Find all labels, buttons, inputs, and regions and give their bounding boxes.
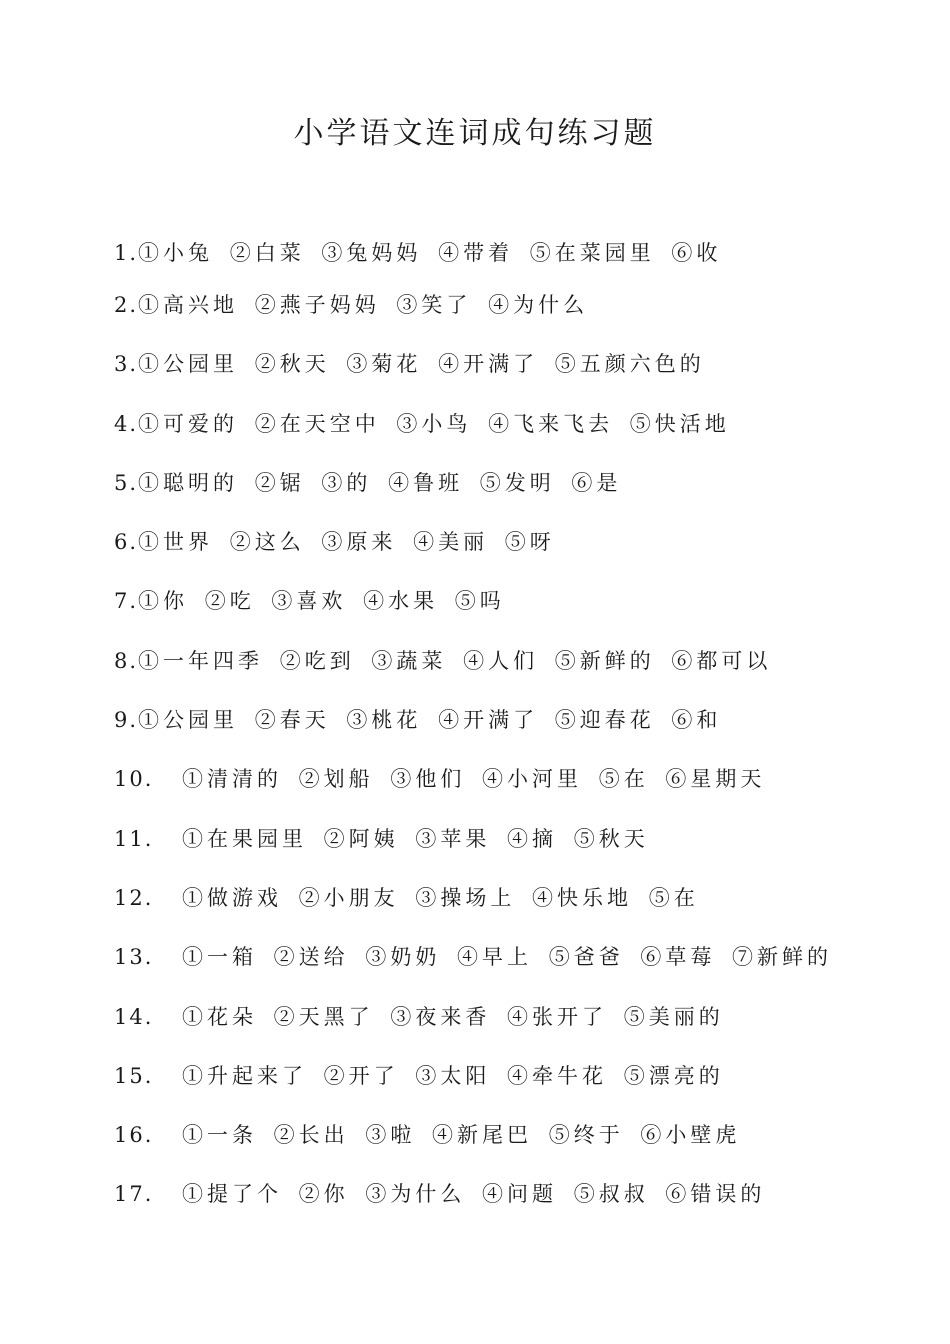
- item-number: 11.: [114, 826, 154, 851]
- exercise-item: [114, 934, 832, 993]
- item-number: 7.: [114, 589, 139, 614]
- exercise-item: [114, 638, 832, 697]
- exercise-item: [114, 230, 832, 282]
- item-words: ①花朵 ②天黑了 ③夜来香 ④张开了 ⑤美丽的: [182, 1004, 724, 1029]
- item-number: 3.: [114, 352, 139, 377]
- exercise-item: [114, 401, 832, 460]
- exercise-item: [114, 816, 832, 875]
- item-number: 8.: [114, 648, 139, 673]
- item-number: 13.: [114, 945, 154, 970]
- exercise-item: [114, 460, 832, 519]
- exercise-item: [114, 519, 832, 578]
- item-words: ①世界 ②这么 ③原来 ④美丽 ⑤呀: [138, 530, 555, 555]
- item-words: ①升起来了 ②开了 ③太阳 ④牵牛花 ⑤漂亮的: [182, 1063, 724, 1088]
- item-words: ①公园里 ②秋天 ③菊花 ④开满了 ⑤五颜六色的: [138, 352, 705, 377]
- exercise-item: [114, 1112, 832, 1171]
- exercise-item: [114, 341, 832, 400]
- item-words: ①清清的 ②划船 ③他们 ④小河里 ⑤在 ⑥星期天: [182, 767, 766, 792]
- page-title: 小学语文连词成句练习题: [293, 116, 657, 151]
- item-number: 17.: [114, 1182, 154, 1207]
- exercise-item: [114, 994, 832, 1053]
- item-words: ①聪明的 ②锯 ③的 ④鲁班 ⑤发明 ⑥是: [138, 470, 622, 495]
- item-number: 12.: [114, 885, 154, 910]
- item-number: 4.: [114, 411, 139, 436]
- item-number: 6.: [114, 530, 139, 555]
- item-number: 14.: [114, 1004, 154, 1029]
- item-words: ①在果园里 ②阿姨 ③苹果 ④摘 ⑤秋天: [182, 826, 649, 851]
- item-words: ①可爱的 ②在天空中 ③小鸟 ④飞来飞去 ⑤快活地: [138, 411, 730, 436]
- item-number: 9.: [114, 708, 139, 733]
- item-words: ①高兴地 ②燕子妈妈 ③笑了 ④为什么: [138, 293, 589, 317]
- exercise-item: [114, 697, 832, 756]
- item-number: 1.: [114, 241, 139, 265]
- exercise-item: [114, 282, 832, 341]
- item-number: 2.: [114, 293, 139, 317]
- item-number: 5.: [114, 470, 139, 495]
- item-number: 15.: [114, 1063, 154, 1088]
- item-words: ①做游戏 ②小朋友 ③操场上 ④快乐地 ⑤在: [182, 885, 699, 910]
- exercise-item: [114, 578, 832, 637]
- item-words: ①一箱 ②送给 ③奶奶 ④早上 ⑤爸爸 ⑥草莓 ⑦新鲜的: [182, 945, 833, 970]
- item-words: ①公园里 ②春天 ③桃花 ④开满了 ⑤迎春花 ⑥和: [138, 708, 722, 733]
- item-number: 16.: [114, 1123, 154, 1148]
- item-words: ①一年四季 ②吃到 ③蔬菜 ④人们 ⑤新鲜的 ⑥都可以: [138, 648, 772, 673]
- item-words: ①提了个 ②你 ③为什么 ④问题 ⑤叔叔 ⑥错误的: [182, 1182, 766, 1207]
- item-number: 10.: [114, 767, 154, 792]
- exercise-item: [114, 756, 832, 815]
- item-words: ①小兔 ②白菜 ③兔妈妈 ④带着 ⑤在菜园里 ⑥收: [138, 241, 722, 265]
- exercise-list: [114, 230, 832, 1231]
- exercise-item: [114, 875, 832, 934]
- exercise-item: [114, 1053, 832, 1112]
- item-words: ①一条 ②长出 ③啦 ④新尾巴 ⑤终于 ⑥小壁虎: [182, 1123, 741, 1148]
- exercise-item: [114, 1171, 832, 1230]
- item-words: ①你 ②吃 ③喜欢 ④水果 ⑤吗: [138, 589, 505, 614]
